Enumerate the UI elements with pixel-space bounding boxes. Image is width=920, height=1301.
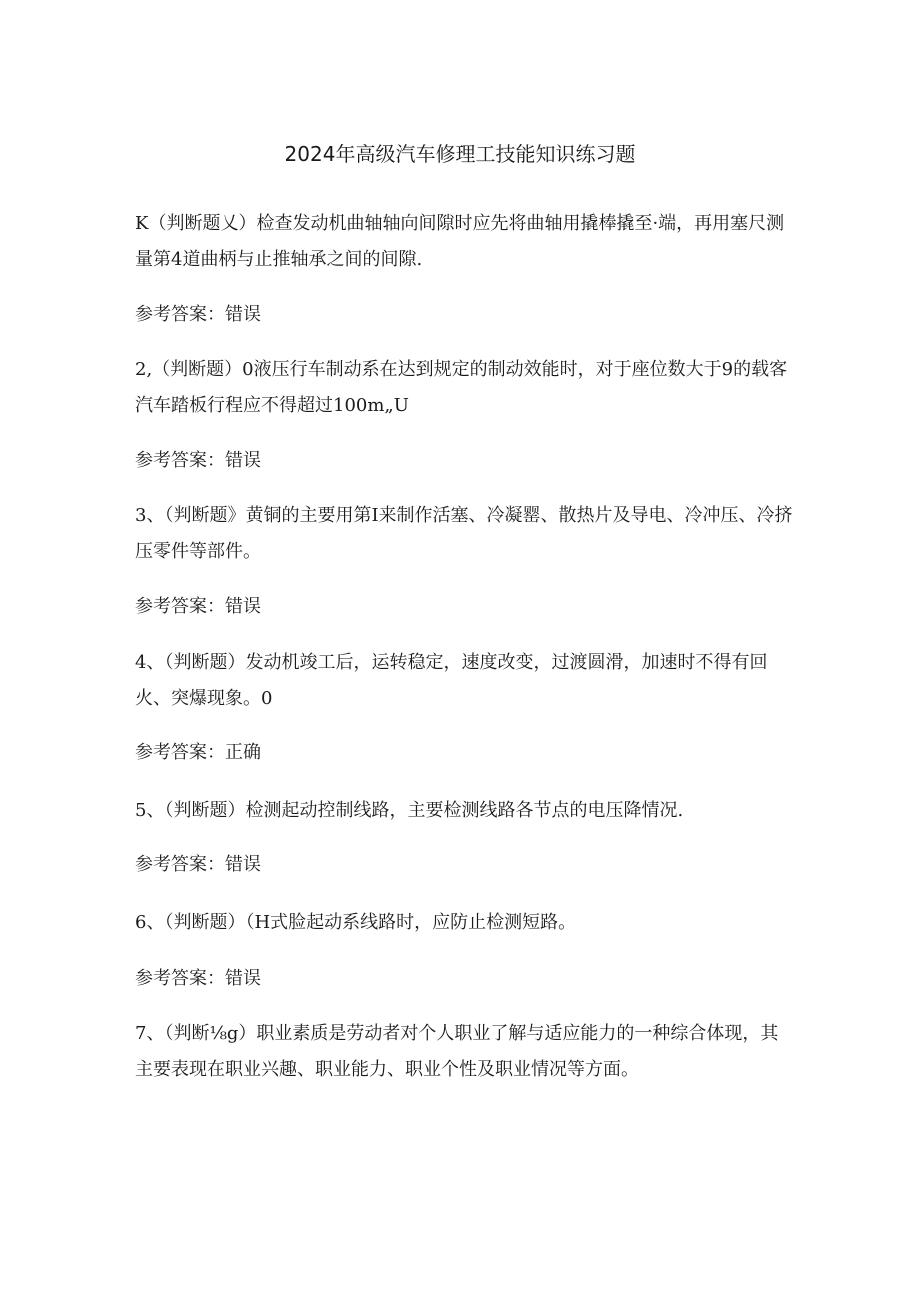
question-3: 3、（判断题》黄铜的主要用第I来制作活塞、冷凝罂、散热片及导电、冷冲压、冷挤压零件等部件。 xyxy=(135,505,793,562)
answer-1 xyxy=(135,297,795,333)
answer-value: 错误 xyxy=(225,596,261,617)
answer-label: 参考答案： xyxy=(135,304,225,325)
question-2: 2,（判断题）0液压行车制动系在达到规定的制动效能时，对于座位数大于9的载客汽车踏板行程应不得超过100m„U xyxy=(135,359,788,416)
answer-value: 错误 xyxy=(225,968,261,989)
question-4: 4、（判断题）发动机竣工后，运转稳定，速度改变，过渡圆滑，加速时不得有回火、突爆现象。0 xyxy=(135,652,768,709)
answer-label: 参考答案： xyxy=(135,968,225,989)
answer-6 xyxy=(135,961,795,997)
answer-3 xyxy=(135,589,795,625)
answer-value: 错误 xyxy=(225,304,261,325)
answer-5 xyxy=(135,847,795,883)
answer-2 xyxy=(135,443,795,479)
answer-value: 错误 xyxy=(225,854,261,875)
question-7: 7、（判断⅛g）职业素质是劳动者对个人职业了解与适应能力的一种综合体现，其主要表现在职业兴趣、职业能力、职业个性及职业情况等方面。 xyxy=(135,1023,779,1080)
page-title: 2024年高级汽车修理工技能知识练习题 xyxy=(284,142,636,166)
answer-value: 错误 xyxy=(225,450,261,471)
question-5: 5、（判断题）检测起动控制线路，主要检测线路各节点的电压降情况. xyxy=(135,800,684,821)
answer-label: 参考答案： xyxy=(135,450,225,471)
question-6: 6、（判断题）（H式脸起动系线路时，应防止检测短路。 xyxy=(135,912,577,933)
answer-label: 参考答案： xyxy=(135,596,225,617)
answer-label: 参考答案： xyxy=(135,742,225,763)
answer-value: 正确 xyxy=(225,742,261,763)
answer-4 xyxy=(135,735,795,771)
question-1: K（判断题乂）检查发动机曲轴轴向间隙时应先将曲轴用撬棒撬至·端，再用塞尺测量第4道曲柄与止推轴承之间的间隙. xyxy=(135,213,785,270)
answer-label: 参考答案： xyxy=(135,854,225,875)
